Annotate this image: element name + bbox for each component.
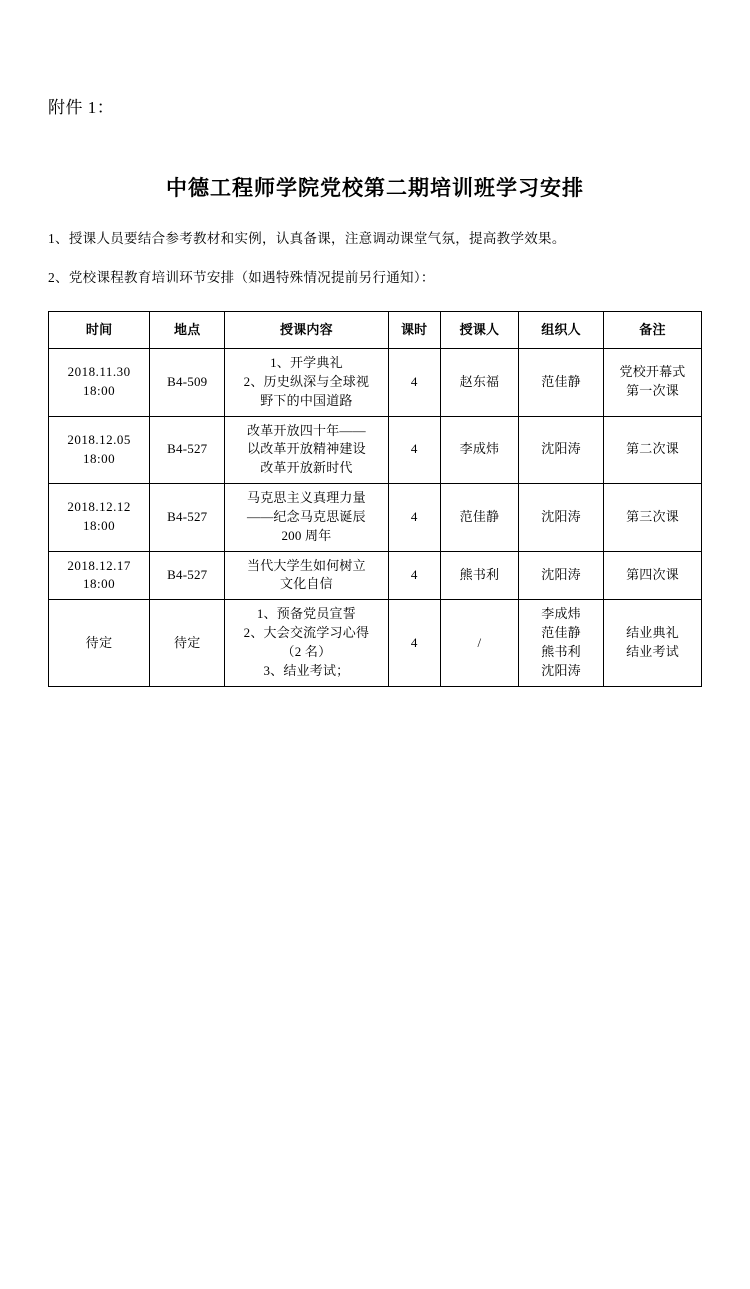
cell-line: 18:00 [83,518,116,534]
cell-line: 2018.12.12 [67,499,131,515]
cell-line: 范佳静 [541,625,581,641]
cell-content [225,348,388,416]
header-note: 备注 [604,311,702,348]
cell-teacher [440,600,518,686]
cell-line: B4-527 [167,567,208,582]
cell-line: 沈阳涛 [541,441,581,457]
cell-organizer [519,348,604,416]
cell-organizer [519,484,604,552]
cell-line: 18:00 [83,450,116,466]
cell-time [49,551,150,600]
header-teacher: 授课人 [440,311,518,348]
cell-teacher [440,348,518,416]
cell-line: 2、历史纵深与全球视 [243,373,370,389]
cell-line: 马克思主义真理力量 [247,490,366,506]
cell-line: （2 名） [281,643,332,659]
cell-place [150,348,225,416]
cell-line: 18:00 [83,576,116,592]
cell-line: 结业考试 [626,643,679,659]
cell-line: 2018.11.30 [67,364,131,380]
cell-line: 沈阳涛 [541,567,581,582]
cell-line: 4 [410,373,418,389]
cell-line: 1、开学典礼 [270,354,343,370]
cell-note [604,600,702,686]
cell-line: / [477,634,482,650]
cell-line: 范佳静 [459,508,500,524]
cell-line: 结业典礼 [626,625,679,641]
document-page [0,96,750,1289]
cell-organizer [519,416,604,484]
cell-line: 以改革开放精神建设 [247,441,366,457]
cell-hours [388,551,440,600]
attachment-label: 附件 1： [48,98,115,117]
table-row [49,348,702,416]
cell-hours [388,416,440,484]
cell-line: 2、大会交流学习心得 [243,625,370,641]
cell-line: 2018.12.05 [67,431,131,447]
cell-line: 第二次课 [626,441,679,457]
table-row [49,600,702,686]
cell-line: 李成炜 [459,441,500,457]
header-place: 地点 [150,311,225,348]
cell-organizer [519,600,604,686]
cell-line: 范佳静 [541,373,581,389]
table-row [49,551,702,600]
cell-note [604,348,702,416]
cell-line: 沈阳涛 [541,662,581,678]
cell-line: 熊书利 [541,643,581,659]
cell-line: 4 [410,567,418,582]
cell-line: B4-527 [167,441,208,457]
cell-organizer [519,551,604,600]
cell-line: 当代大学生如何树立 [247,557,366,573]
schedule-table [48,311,702,687]
cell-line: 3、结业考试； [263,662,350,678]
cell-note [604,416,702,484]
cell-line: 1、预备党员宣誓 [256,606,356,622]
cell-place [150,551,225,600]
cell-line: 党校开幕式 [619,364,686,380]
table-row [49,416,702,484]
header-content: 授课内容 [225,311,388,348]
cell-place [150,484,225,552]
cell-line: ——纪念马克思诞辰 [247,508,366,524]
cell-line: 18:00 [83,383,116,399]
cell-content [225,416,388,484]
cell-line: 改革开放新时代 [260,460,353,476]
cell-time [49,416,150,484]
cell-hours [388,348,440,416]
table-header-row [49,311,702,348]
cell-line: 赵东福 [459,373,500,389]
cell-teacher [440,484,518,552]
header-time: 时间 [49,311,150,348]
cell-line: 第一次课 [626,383,679,399]
cell-line: 改革开放四十年—— [247,422,366,438]
page-title: 中德工程师学院党校第二期培训班学习安排 [166,175,584,200]
cell-line: 4 [410,634,418,650]
cell-hours [388,484,440,552]
cell-line: 2018.12.17 [67,557,131,573]
cell-line: 熊书利 [459,567,500,582]
cell-note [604,484,702,552]
cell-line: 第三次课 [626,508,679,524]
cell-line: 野下的中国道路 [260,392,353,408]
cell-time [49,600,150,686]
cell-hours [388,600,440,686]
paragraph-2: 2、党校课程教育培训环节安排（如遇特殊情况提前另行通知）： [48,270,435,286]
header-hours: 课时 [388,311,440,348]
cell-teacher [440,551,518,600]
cell-line: 第四次课 [626,567,679,582]
cell-line: 4 [410,441,418,457]
cell-line: 4 [410,508,418,524]
cell-content [225,484,388,552]
cell-line: B4-527 [167,508,208,524]
table-body [49,348,702,686]
cell-line: 待定 [174,634,201,650]
cell-line: 待定 [85,634,113,650]
cell-line: B4-509 [167,373,208,389]
cell-place [150,416,225,484]
header-organizer: 组织人 [519,311,604,348]
cell-line: 李成炜 [541,606,581,622]
cell-content [225,551,388,600]
cell-note [604,551,702,600]
cell-time [49,348,150,416]
table-row [49,484,702,552]
cell-teacher [440,416,518,484]
cell-line: 文化自信 [280,576,333,592]
cell-line: 200 周年 [281,527,332,543]
paragraph-1: 1、授课人员要结合参考教材和实例，认真备课，注意调动课堂气氛，提高教学效果。 [48,230,566,246]
cell-time [49,484,150,552]
cell-content [225,600,388,686]
cell-place [150,600,225,686]
cell-line: 沈阳涛 [541,508,581,524]
